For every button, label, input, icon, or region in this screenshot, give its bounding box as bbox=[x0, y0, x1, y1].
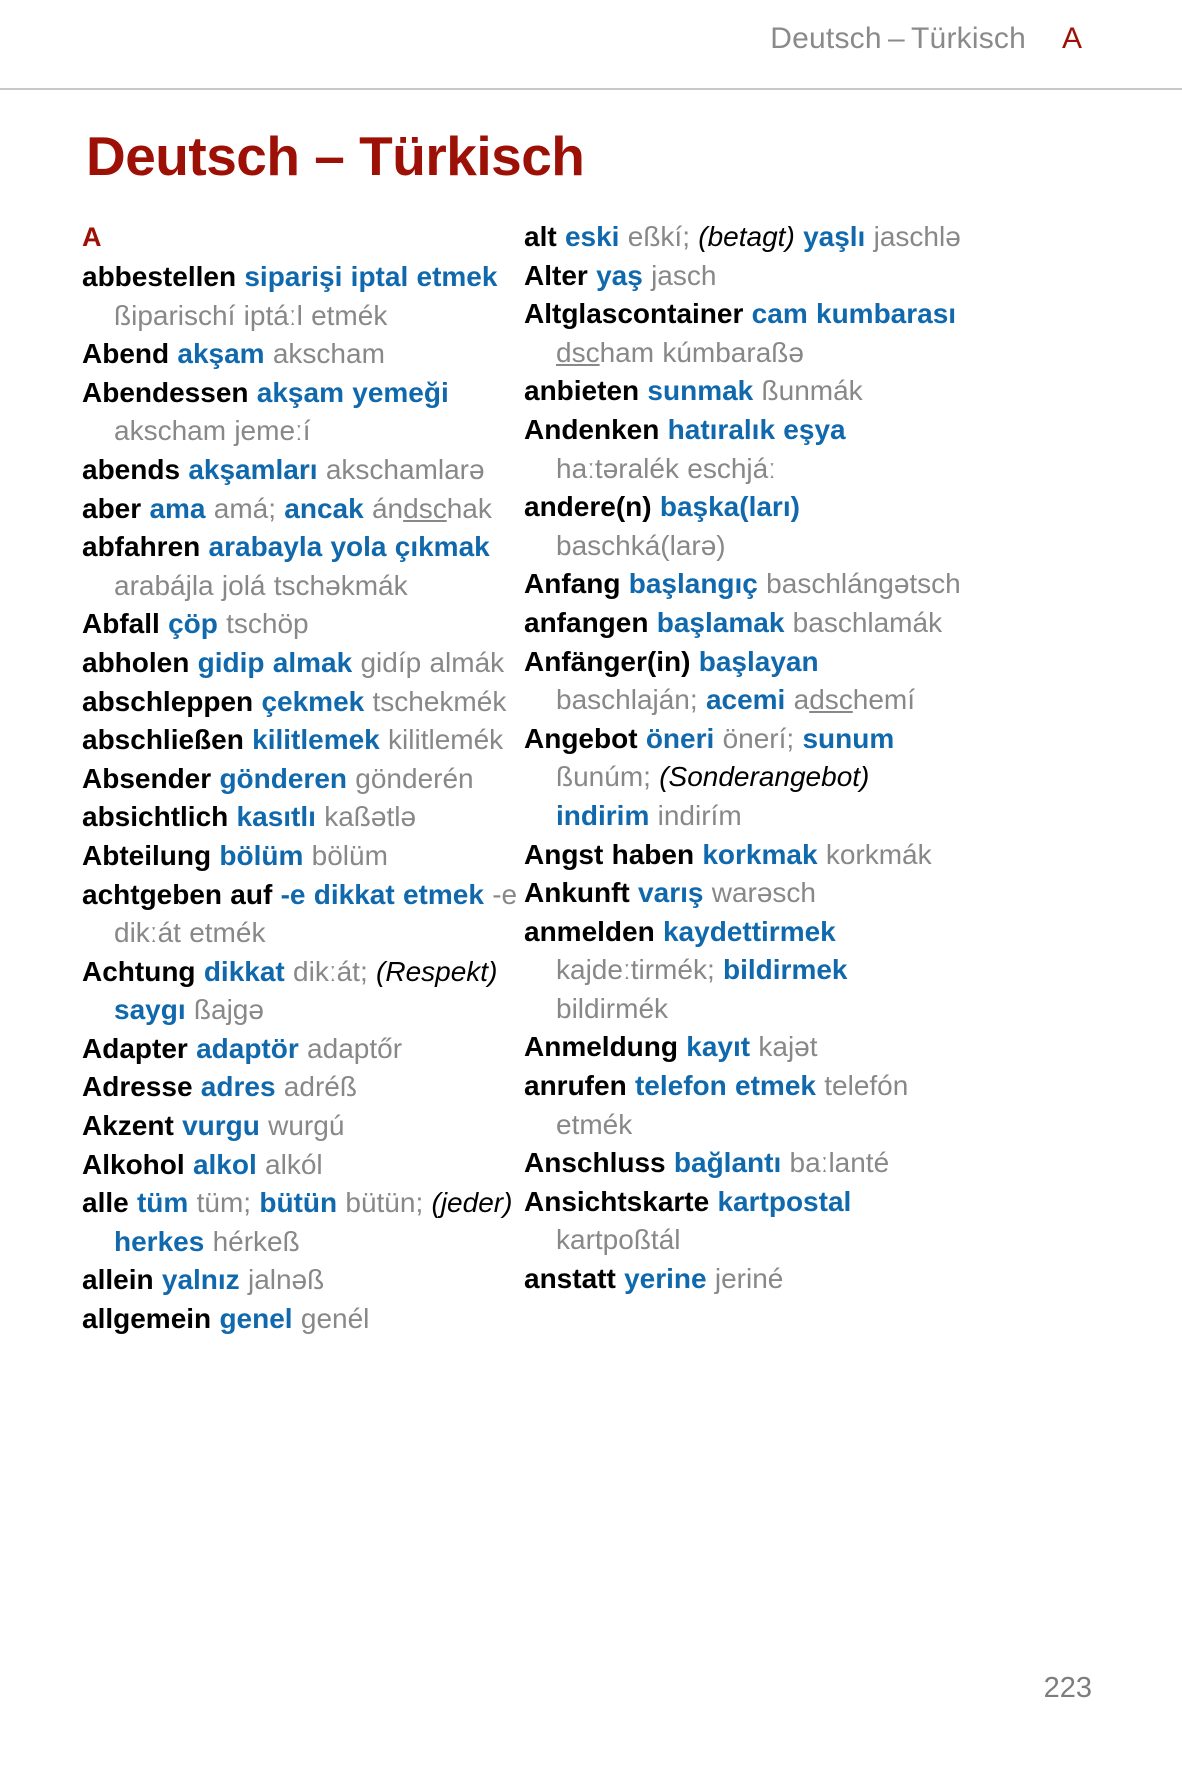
entry-headword: achtgeben auf bbox=[82, 878, 273, 910]
entry-translation: yaş bbox=[596, 259, 643, 291]
entry-hang bbox=[82, 454, 180, 485]
dictionary-entry[interactable] bbox=[524, 643, 966, 720]
entry-pronunciation: indirím bbox=[657, 799, 742, 831]
entry-headword: abholen bbox=[82, 646, 190, 678]
entry-translation: yalnız bbox=[161, 1264, 240, 1296]
entry-translation: sunmak bbox=[647, 375, 754, 407]
entry-hang bbox=[524, 877, 630, 908]
entry-pronunciation: akscham bbox=[272, 338, 385, 370]
entry-headword: Angebot bbox=[524, 722, 638, 754]
entry-pronunciation: baschlamák bbox=[792, 606, 943, 638]
dictionary-entry[interactable] bbox=[82, 1146, 524, 1185]
entry-hang bbox=[524, 375, 639, 406]
page-number: 223 bbox=[1043, 1672, 1092, 1704]
dictionary-entry[interactable] bbox=[82, 335, 524, 374]
dictionary-entry[interactable] bbox=[82, 644, 524, 683]
entry-translation: dikkat bbox=[203, 955, 285, 987]
entry-translation: akşamları bbox=[188, 453, 318, 485]
dictionary-entry[interactable] bbox=[82, 528, 524, 605]
entry-hang bbox=[524, 1263, 616, 1294]
entry-translation: genel bbox=[219, 1303, 293, 1335]
entry-translation: bağlantı bbox=[673, 1147, 782, 1179]
dictionary-entry[interactable] bbox=[82, 1107, 524, 1146]
entry-pronunciation: önerí bbox=[722, 722, 787, 754]
entry-pronunciation: eßkí bbox=[627, 221, 683, 252]
dictionary-entry[interactable] bbox=[82, 374, 524, 451]
entry-headword: abbestellen bbox=[82, 261, 237, 292]
dictionary-entry[interactable] bbox=[82, 876, 524, 953]
entry-headword: Anfänger(in) bbox=[524, 645, 691, 677]
entry-translation: adaptör bbox=[196, 1032, 299, 1064]
entry-headword: allein bbox=[82, 1264, 154, 1296]
entry-translation: siparişi iptal etmek bbox=[244, 261, 498, 292]
dictionary-entry[interactable] bbox=[524, 1067, 966, 1144]
entry-pronunciation: kilitlemék bbox=[388, 724, 504, 756]
entry-headword: Angst haben bbox=[524, 838, 695, 870]
entry-translation: bütün bbox=[259, 1187, 338, 1219]
page-title: Deutsch – Türkisch bbox=[86, 125, 585, 187]
entry-pronunciation: ßiparischí iptáːl etmék bbox=[114, 299, 388, 331]
dictionary-entry[interactable] bbox=[82, 1184, 524, 1261]
dictionary-entry[interactable] bbox=[82, 1261, 524, 1300]
entry-hang bbox=[524, 1186, 709, 1217]
entry-translation: eski bbox=[564, 221, 620, 252]
entry-translation: başlayan bbox=[698, 645, 819, 677]
entry-pronunciation: -e dikːát etmék bbox=[114, 878, 518, 949]
entry-gloss: (betagt) bbox=[698, 221, 795, 252]
dictionary-entry[interactable] bbox=[82, 683, 524, 722]
entry-hang bbox=[524, 916, 655, 947]
dictionary-entry[interactable] bbox=[82, 490, 524, 529]
entry-translation: çöp bbox=[168, 608, 218, 640]
entry-hang bbox=[524, 260, 588, 291]
entry-hang bbox=[82, 1303, 211, 1334]
entry-headword: anfangen bbox=[524, 606, 649, 638]
entry-pronunciation: tschekmék bbox=[372, 685, 507, 717]
entry-pronunciation: gönderén bbox=[355, 762, 474, 794]
entry-gloss: (Sonderangebot) bbox=[659, 761, 870, 793]
entry-separator: ; bbox=[682, 221, 690, 252]
entry-translation: yaşlı bbox=[803, 221, 866, 252]
entry-pronunciation: adaptőr bbox=[307, 1032, 403, 1064]
dictionary-entry[interactable] bbox=[524, 720, 966, 836]
dictionary-entry[interactable] bbox=[82, 721, 524, 760]
entry-pronunciation: adschemí bbox=[793, 684, 916, 716]
entry-headword: Absender bbox=[82, 762, 212, 794]
entry-translation: öneri bbox=[645, 722, 715, 754]
entry-translation: akşam bbox=[177, 338, 265, 370]
running-head-letter: A bbox=[1061, 22, 1082, 55]
entry-hang bbox=[524, 491, 652, 522]
entry-pronunciation: jasch bbox=[651, 259, 717, 291]
entry-headword: alt bbox=[524, 221, 557, 252]
entry-pronunciation: bölüm bbox=[311, 839, 388, 871]
entry-translation: gidip almak bbox=[197, 646, 353, 678]
entry-pronunciation: baːlanté bbox=[789, 1147, 890, 1179]
entry-list-left bbox=[82, 258, 524, 1339]
entry-hang bbox=[524, 1070, 627, 1101]
entry-headword: Achtung bbox=[82, 955, 196, 987]
entry-pronunciation: baschká(larə) bbox=[556, 529, 726, 561]
entry-hang bbox=[524, 723, 638, 754]
entry-list-right bbox=[524, 218, 966, 1299]
dictionary-entry[interactable] bbox=[82, 798, 524, 837]
pronunciation-underline: dsc bbox=[556, 336, 600, 368]
entry-translation: acemi bbox=[705, 684, 786, 716]
entry-hang bbox=[82, 879, 272, 910]
entry-translation: -e dikkat etmek bbox=[280, 878, 484, 910]
entry-translation: kasıtlı bbox=[236, 801, 316, 833]
dictionary-entry[interactable] bbox=[524, 295, 966, 372]
section-letter-heading: A bbox=[82, 222, 102, 252]
entry-headword: Abendessen bbox=[82, 376, 249, 408]
dictionary-entry[interactable] bbox=[524, 1144, 966, 1183]
entry-translation: başlamak bbox=[656, 606, 785, 638]
entry-hang bbox=[524, 1147, 666, 1178]
pronunciation-underline: dsc bbox=[403, 492, 447, 524]
entry-pronunciation: amá bbox=[213, 492, 269, 524]
entry-hang bbox=[82, 840, 211, 871]
entry-hang bbox=[82, 956, 196, 987]
entry-translation: başka(ları) bbox=[659, 491, 800, 523]
entry-pronunciation: jaschlə bbox=[873, 221, 961, 252]
entry-pronunciation: alkól bbox=[265, 1148, 323, 1180]
entry-hang bbox=[82, 1033, 188, 1064]
entry-separator: ; bbox=[359, 955, 368, 987]
dictionary-entry[interactable] bbox=[82, 605, 524, 644]
entry-headword: abends bbox=[82, 453, 181, 485]
entry-separator: ; bbox=[786, 722, 795, 754]
entry-headword: Altglascontainer bbox=[524, 298, 744, 330]
entry-pronunciation: kajdeːtirmék bbox=[556, 954, 707, 986]
entry-hang bbox=[524, 414, 659, 445]
entry-headword: abschleppen bbox=[82, 685, 254, 717]
entry-translation: yerine bbox=[624, 1263, 707, 1295]
entry-pronunciation: dikːát bbox=[293, 955, 360, 987]
entry-translation: gönderen bbox=[219, 762, 347, 794]
entry-pronunciation: dscham kúmbaraßə bbox=[556, 336, 804, 368]
entry-translation: akşam yemeği bbox=[256, 376, 449, 408]
entry-pronunciation: akschamlarə bbox=[325, 453, 485, 485]
entry-pronunciation: bildirmék bbox=[556, 992, 669, 1024]
entry-pronunciation: tüm bbox=[196, 1187, 244, 1219]
entry-translation: kaydettirmek bbox=[662, 915, 836, 947]
dictionary-entry[interactable] bbox=[82, 1068, 524, 1107]
entry-translation: kilitlemek bbox=[252, 724, 380, 756]
entry-pronunciation: haːtəralék eschjáː bbox=[556, 452, 776, 484]
entry-hang bbox=[524, 221, 557, 252]
dictionary-entry[interactable] bbox=[524, 1183, 966, 1260]
dictionary-entry[interactable] bbox=[524, 372, 966, 411]
running-head bbox=[0, 22, 1182, 68]
dictionary-entry[interactable] bbox=[524, 257, 966, 296]
entry-hang bbox=[82, 1264, 154, 1295]
entry-translation: hatıralık eşya bbox=[667, 413, 846, 445]
entry-headword: abfahren bbox=[82, 531, 201, 563]
entry-headword: anbieten bbox=[524, 375, 640, 407]
dictionary-column-left bbox=[82, 218, 524, 1339]
dictionary-entry[interactable] bbox=[82, 1030, 524, 1069]
entry-translation: adres bbox=[200, 1071, 276, 1103]
header-divider bbox=[0, 88, 1182, 90]
entry-headword: Anmeldung bbox=[524, 1031, 678, 1063]
entry-hang bbox=[524, 568, 620, 599]
entry-translation: cam kumbarası bbox=[751, 298, 957, 330]
entry-pronunciation: adréß bbox=[283, 1071, 357, 1103]
entry-translation: kartpostal bbox=[717, 1185, 852, 1217]
entry-pronunciation: jeriné bbox=[714, 1263, 784, 1295]
entry-separator: ; bbox=[415, 1187, 424, 1219]
entry-translation: ancak bbox=[284, 492, 364, 524]
entry-headword: Anfang bbox=[524, 568, 621, 600]
dictionary-entry[interactable] bbox=[524, 411, 966, 488]
entry-hang bbox=[82, 338, 169, 369]
entry-pronunciation: wurgú bbox=[268, 1110, 345, 1142]
entry-headword: andere(n) bbox=[524, 491, 652, 523]
dictionary-entry[interactable] bbox=[524, 1260, 966, 1299]
entry-hang bbox=[524, 646, 690, 677]
running-head-title: Deutsch – Türkisch bbox=[770, 22, 1026, 55]
entry-translation: saygı bbox=[114, 994, 186, 1026]
entry-pronunciation: telefón etmék bbox=[556, 1070, 909, 1140]
entry-headword: absichtlich bbox=[82, 801, 229, 833]
dictionary-entry[interactable] bbox=[524, 604, 966, 643]
entry-headword: Abfall bbox=[82, 608, 160, 640]
entry-pronunciation: hérkeß bbox=[212, 1225, 300, 1257]
entry-pronunciation: akscham jemeːí bbox=[114, 415, 311, 447]
entry-pronunciation: ßunúm bbox=[556, 761, 644, 793]
entry-pronunciation: korkmák bbox=[825, 838, 932, 870]
dictionary-entry[interactable] bbox=[524, 488, 966, 565]
entry-hang bbox=[82, 608, 160, 639]
entry-pronunciation: baschlángətsch bbox=[766, 568, 961, 600]
entry-translation: çekmek bbox=[261, 685, 365, 717]
dictionary-entry[interactable] bbox=[524, 874, 966, 913]
entry-translation: bölüm bbox=[219, 839, 304, 871]
dictionary-entry[interactable] bbox=[524, 913, 966, 1029]
entry-headword: Anschluss bbox=[524, 1147, 666, 1179]
entry-translation: arabayla yola çıkmak bbox=[208, 531, 490, 563]
entry-headword: Andenken bbox=[524, 413, 660, 445]
entry-translation: başlangıç bbox=[628, 568, 758, 600]
entry-pronunciation: kartpoßtál bbox=[556, 1224, 681, 1256]
dictionary-entry[interactable] bbox=[524, 836, 966, 875]
entry-hang bbox=[524, 839, 694, 870]
entry-hang bbox=[524, 1031, 678, 1062]
entry-hang bbox=[82, 493, 141, 524]
entry-hang bbox=[82, 724, 244, 755]
entry-separator: ; bbox=[243, 1187, 252, 1219]
entry-translation: indirim bbox=[556, 799, 650, 831]
entry-separator: ; bbox=[706, 954, 715, 986]
entry-headword: Ankunft bbox=[524, 877, 630, 909]
entry-hang bbox=[82, 647, 189, 678]
dictionary-entry[interactable] bbox=[82, 953, 524, 1030]
entry-gloss: (Respekt) bbox=[376, 955, 498, 987]
entry-headword: Ansichtskarte bbox=[524, 1185, 710, 1217]
dictionary-entry[interactable] bbox=[82, 258, 524, 335]
entry-headword: aber bbox=[82, 492, 142, 524]
entry-pronunciation: tschöp bbox=[226, 608, 309, 640]
dictionary-entry[interactable] bbox=[82, 760, 524, 799]
dictionary-columns bbox=[0, 218, 1182, 1339]
entry-hang bbox=[82, 1110, 174, 1141]
entry-separator: ; bbox=[268, 492, 277, 524]
entry-gloss: (jeder) bbox=[431, 1187, 513, 1219]
entry-headword: anrufen bbox=[524, 1070, 627, 1102]
entry-headword: Adresse bbox=[82, 1071, 193, 1103]
entry-pronunciation: jalnəß bbox=[247, 1264, 325, 1296]
entry-translation: sunum bbox=[802, 722, 895, 754]
entry-pronunciation: warəsch bbox=[711, 877, 816, 909]
entry-translation: alkol bbox=[192, 1148, 257, 1180]
dictionary-entry[interactable] bbox=[524, 218, 966, 257]
entry-headword: anmelden bbox=[524, 915, 655, 947]
dictionary-column-right bbox=[524, 218, 966, 1339]
entry-translation: ama bbox=[149, 492, 206, 524]
entry-pronunciation: ßajgə bbox=[193, 994, 264, 1026]
dictionary-entry[interactable] bbox=[82, 837, 524, 876]
entry-hang bbox=[82, 763, 211, 794]
entry-headword: anstatt bbox=[524, 1263, 616, 1295]
entry-pronunciation: kajət bbox=[758, 1031, 818, 1063]
entry-headword: allgemein bbox=[82, 1303, 212, 1335]
dictionary-entry[interactable] bbox=[524, 1028, 966, 1067]
entry-headword: Akzent bbox=[82, 1110, 174, 1142]
entry-hang bbox=[82, 1071, 193, 1102]
entry-separator: ; bbox=[643, 761, 651, 793]
entry-pronunciation: ándschak bbox=[371, 492, 492, 524]
entry-pronunciation: bütün bbox=[345, 1187, 416, 1219]
entry-headword: Alter bbox=[524, 259, 588, 291]
entry-hang bbox=[524, 298, 743, 329]
entry-headword: Adapter bbox=[82, 1032, 188, 1064]
entry-pronunciation: ßunmák bbox=[761, 375, 863, 407]
entry-translation: vurgu bbox=[182, 1110, 260, 1142]
entry-headword: Alkohol bbox=[82, 1148, 185, 1180]
entry-translation: tüm bbox=[136, 1187, 189, 1219]
entry-hang bbox=[82, 1187, 129, 1218]
entry-translation: kayıt bbox=[686, 1031, 751, 1063]
entry-headword: Abend bbox=[82, 338, 170, 370]
entry-hang bbox=[82, 531, 200, 562]
entry-hang bbox=[82, 801, 228, 832]
entry-headword: Abteilung bbox=[82, 839, 212, 871]
entry-headword: alle bbox=[82, 1187, 129, 1219]
entry-pronunciation: arabájla jolá tschəkmák bbox=[114, 569, 408, 601]
dictionary-entry[interactable] bbox=[82, 451, 524, 490]
entry-translation: korkmak bbox=[702, 838, 818, 870]
entry-separator: ; bbox=[689, 684, 698, 716]
entry-pronunciation: kaßətlə bbox=[324, 801, 417, 833]
entry-hang bbox=[82, 1149, 185, 1180]
entry-pronunciation: gidíp almák bbox=[360, 646, 505, 678]
entry-hang bbox=[524, 607, 648, 638]
entry-hang bbox=[82, 261, 236, 292]
dictionary-entry[interactable] bbox=[524, 565, 966, 604]
entry-pronunciation: baschlaján bbox=[556, 684, 690, 716]
pronunciation-underline: dsc bbox=[809, 684, 853, 716]
entry-hang bbox=[82, 686, 253, 717]
entry-translation: telefon etmek bbox=[634, 1070, 816, 1102]
entry-translation: herkes bbox=[114, 1225, 205, 1257]
entry-translation: bildirmek bbox=[723, 954, 848, 986]
entry-headword: abschließen bbox=[82, 724, 244, 756]
entry-translation: varış bbox=[638, 877, 704, 909]
entry-pronunciation: genél bbox=[300, 1303, 370, 1335]
entry-hang bbox=[82, 377, 249, 408]
dictionary-entry[interactable] bbox=[82, 1300, 524, 1339]
